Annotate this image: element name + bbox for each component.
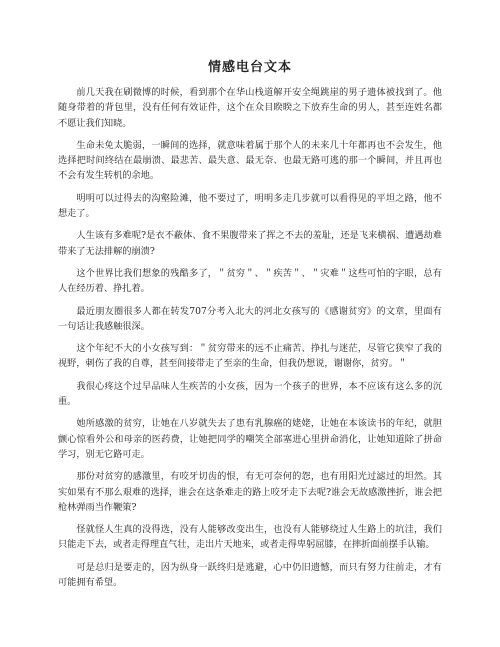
- paragraph-8: 我很心疼这个过早品味人生疾苦的小女孩，因为一个孩子的世界，本不应该有这么多的沉重。: [58, 380, 442, 408]
- document-title: 情感电台文本: [207, 60, 292, 75]
- paragraph-4: 人生该有多难呢?是衣不蔽体、食不果腹带来了挥之不去的羞耻，还是飞来横祸、遭遇劫难带来了无法排解的崩溃?: [58, 230, 442, 257]
- paragraph-11: 怪就怪人生真的没得选，没有人能够改变出生，也没有人能够绕过人生路上的坑洼，我们只能走下去，或者走得理直气壮，走出片天地来，或者走得卑躬屈膝，在摔折面前摆手认输。: [58, 524, 442, 551]
- paragraph-6: 最近朋友圈很多人都在转发707分考入北大的河北女孩写的《感谢贫穷》的文章，里面有一句话让我感触很深。: [58, 305, 442, 332]
- paragraph-10: 那份对贫穷的感激里，有咬牙切齿的恨，有无可奈何的怨，也有用阳光过滤过的坦然。其实如果有不那么艰难的选择，谁会在这条难走的路上咬牙走下去呢?谁会无故感激挫折，谁会把枪林弹雨当作鞭策?: [58, 471, 442, 513]
- paragraph-7: 这个年纪不大的小女孩写到：＂贫穷带来的远不止痛苦、挣扎与迷茫，尽管它狭窄了我的视野，刺伤了我的自尊，甚至间接带走了至亲的生命，但我仍想说，谢谢你，贫穷。＂: [58, 343, 442, 370]
- paragraph-3: 明明可以过得去的沟壑险滩，他不要过了，明明多走几步就可以看得见的平坦之路，他不想走了。: [58, 192, 442, 220]
- paragraph-9: 她所感激的贫穷，让她在八岁就失去了患有乳腺癌的姥姥，让她在本该读书的年纪，就胆颤心惊看外公和母亲的医药费，让她把同学的嘲笑全部塞进心里拼命消化，让她知道除了拼命学习，别无它路可走。: [58, 418, 442, 460]
- paragraph-2: 生命未免太脆弱，一瞬间的选择，就意味着属于那个人的未来几十年都再也不会发生，他选择把时间终结在最崩溃、最悲苦、最失意、最无奈、也最无路可逃的那一个瞬间，并且再也不会有发生转机的余地。: [58, 139, 442, 182]
- paragraph-12: 可是总归是要走的，因为纵身一跃终归是逃避，心中仍旧遗憾，而只有努力往前走，才有可能拥有希望。: [58, 561, 442, 589]
- paragraph-5: 这个世界比我们想象的残酷多了，＂贫穷＂、＂疾苦＂、＂灾难＂这些可怕的字眼，总有人在经历着、挣扎着。: [58, 267, 442, 295]
- paragraph-1: 前几天我在刷微博的时候，看到那个在华山栈道解开安全绳跳崖的男子遗体被找到了。他随身带着的背包里，没有任何有效证件，这个在众目睽睽之下放弃生命的男人，甚至连姓名都不愿让我们知晓。: [58, 87, 442, 129]
